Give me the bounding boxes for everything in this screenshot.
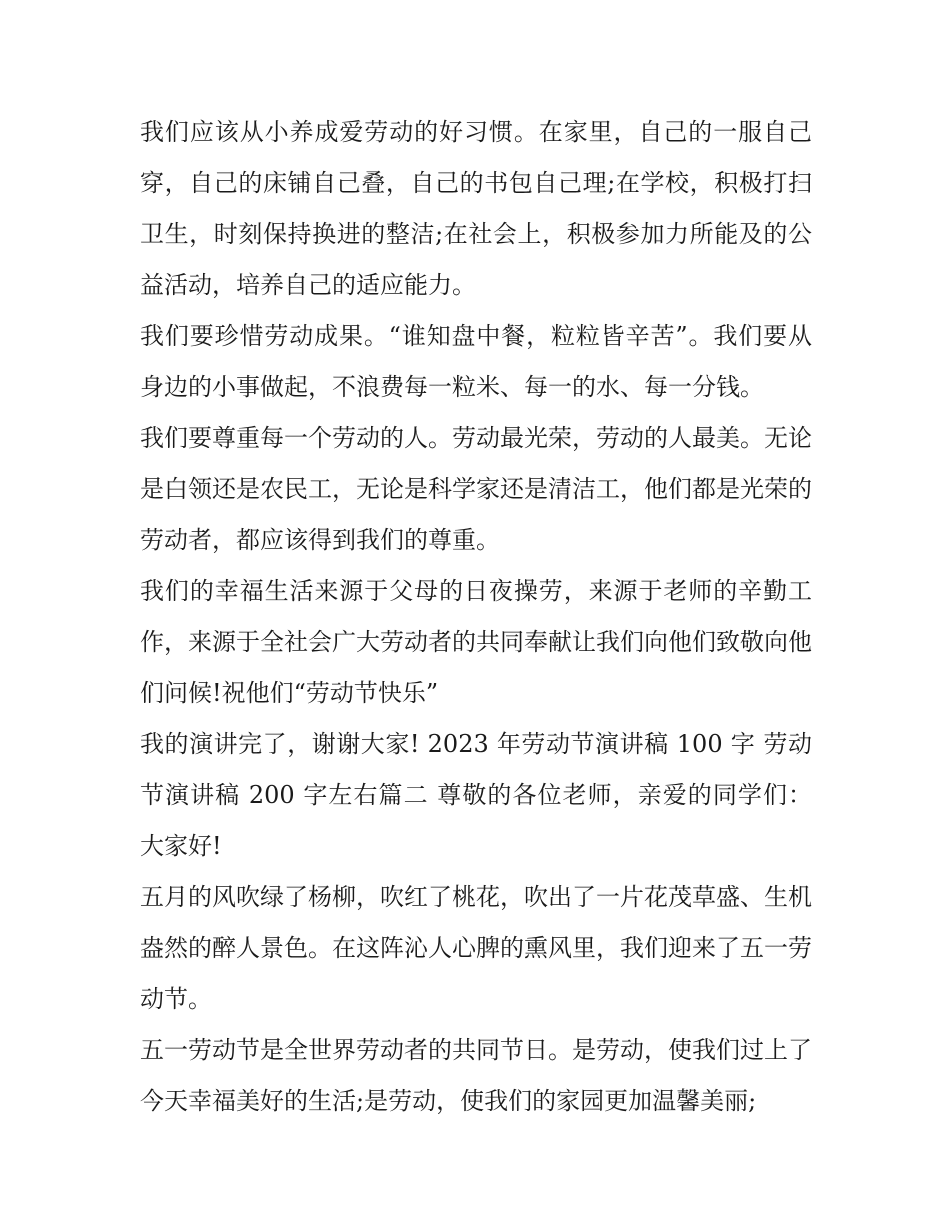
- paragraph-cherish-labor: 我们要珍惜劳动成果。“谁知盘中餐，粒粒皆辛苦”。我们要从身边的小事做起，不浪费每一粒米、每一的水、每一分钱。: [140, 322, 812, 401]
- document-body: [140, 107, 812, 1127]
- paragraph-labor-day: 五一劳动节是全世界劳动者的共同节日。是劳动，使我们过上了今天幸福美好的生活;是劳动，使我们的家园更加温馨美丽;: [140, 1036, 812, 1115]
- paragraph-chores-habits: 我们应该从小养成爱劳动的好习惯。在家里，自己的一服自己穿，自己的床铺自己叠，自己的书包自己理;在学校，积极打扫卫生，时刻保持换进的整洁;在社会上，积极参加力所能及的公益活动，培养自己的适应能力。: [140, 118, 812, 299]
- paragraph-speech-end: 我的演讲完了，谢谢大家! 2023 年劳动节演讲稿 100 字 劳动节演讲稿 200 字左右篇二 尊敬的各位老师，亲爱的同学们： 大家好!: [140, 730, 812, 860]
- paragraph-respect-workers: 我们要尊重每一个劳动的人。劳动最光荣，劳动的人最美。无论是白领还是农民工，无论是科学家还是清洁工，他们都是光荣的劳动者，都应该得到我们的尊重。: [140, 424, 812, 554]
- paragraph-may-wind: 五月的风吹绿了杨柳，吹红了桃花，吹出了一片花茂草盛、生机盎然的醉人景色。在这阵沁人心脾的熏风里，我们迎来了五一劳动节。: [140, 883, 812, 1013]
- paragraph-happy-life: 我们的幸福生活来源于父母的日夜操劳，来源于老师的辛勤工作，来源于全社会广大劳动者的共同奉献让我们向他们致敬向他们问候!祝他们“劳动节快乐”: [140, 577, 812, 707]
